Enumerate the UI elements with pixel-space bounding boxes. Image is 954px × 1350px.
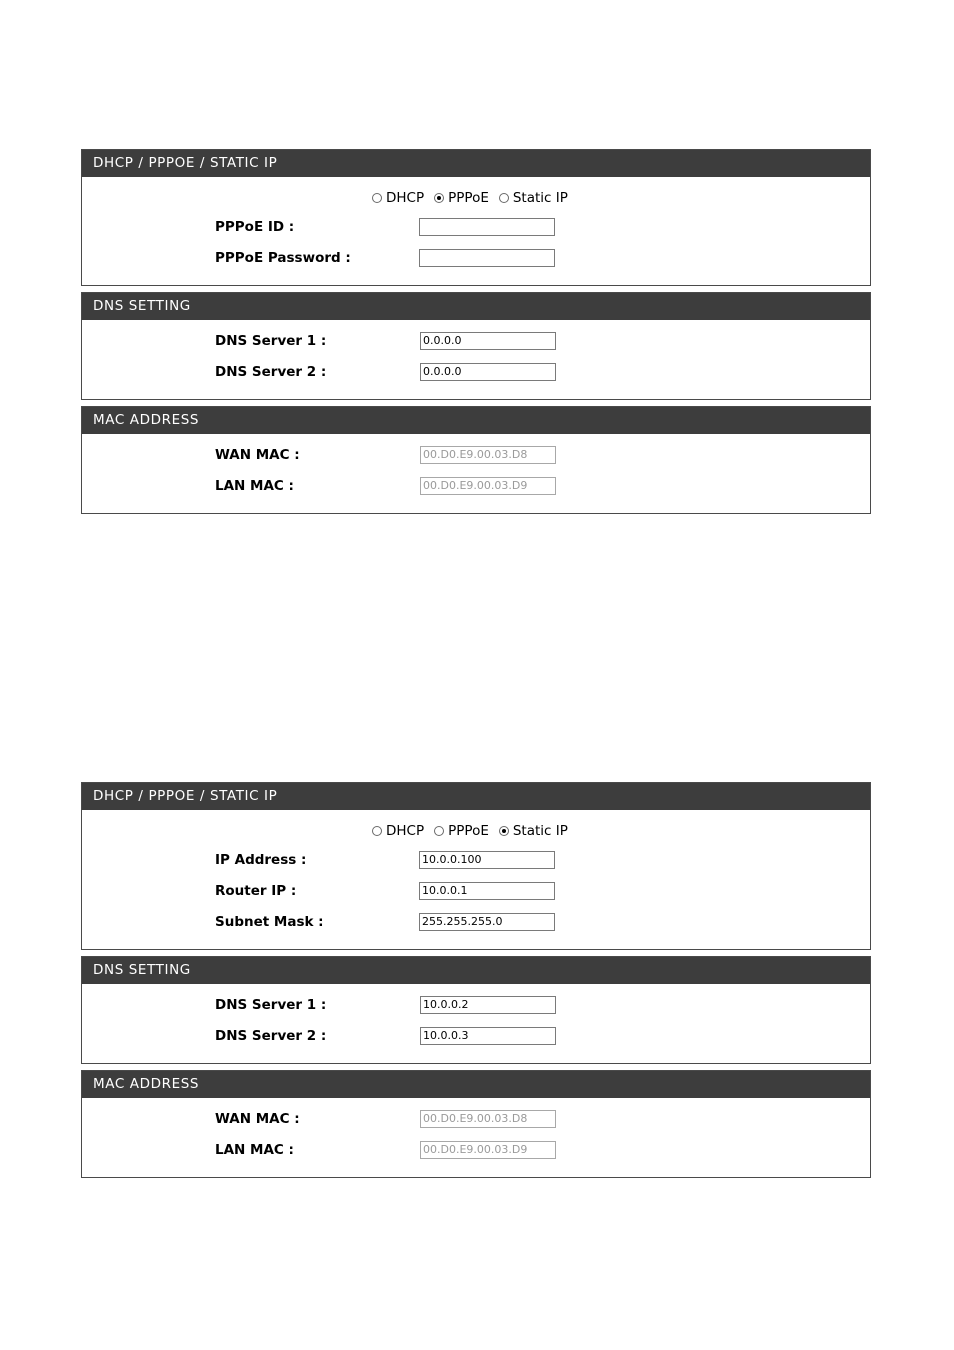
- connection-type-radio-group: [372, 189, 578, 207]
- radio-option-dhcp[interactable]: [372, 823, 424, 839]
- dns-server-2-input[interactable]: 0.0.0.0: [420, 363, 556, 381]
- radio-dhcp[interactable]: [372, 826, 382, 836]
- form-row-pppoe-id: [82, 218, 870, 238]
- form-row-subnet-mask: [82, 913, 870, 933]
- radio-pppoe[interactable]: [434, 826, 444, 836]
- form-row-dns-server-1: [82, 332, 870, 352]
- router-ip-label: Router IP :: [215, 883, 297, 899]
- dns-setting-panel: [81, 292, 871, 400]
- form-row-dns-server-2: [82, 1027, 870, 1047]
- wan-mac-label: WAN MAC :: [215, 447, 300, 463]
- connection-type-panel: [81, 782, 871, 950]
- dns-server-1-input[interactable]: 0.0.0.0: [420, 332, 556, 350]
- panel-title: DHCP / PPPOE / STATIC IP: [82, 150, 870, 177]
- radio-static-ip[interactable]: [499, 193, 509, 203]
- pppoe-id-input[interactable]: [419, 218, 555, 236]
- radio-dhcp[interactable]: [372, 193, 382, 203]
- ip-address-input[interactable]: 10.0.0.100: [419, 851, 555, 869]
- panel-title: DNS SETTING: [82, 293, 870, 320]
- connection-type-panel: [81, 149, 871, 286]
- dns-server-1-label: DNS Server 1 :: [215, 997, 327, 1013]
- router-ip-input[interactable]: 10.0.0.1: [419, 882, 555, 900]
- dns-server-1-input[interactable]: 10.0.0.2: [420, 996, 556, 1014]
- dns-server-2-label: DNS Server 2 :: [215, 364, 327, 380]
- form-row-dns-server-2: [82, 363, 870, 383]
- wan-mac-label: WAN MAC :: [215, 1111, 300, 1127]
- lan-mac-label: LAN MAC :: [215, 1142, 294, 1158]
- form-row-lan-mac: [82, 477, 870, 497]
- radio-label: Static IP: [512, 823, 568, 839]
- dns-server-2-input[interactable]: 10.0.0.3: [420, 1027, 556, 1045]
- connection-type-radio-group: [372, 822, 578, 840]
- radio-option-dhcp[interactable]: [372, 190, 424, 206]
- radio-pppoe[interactable]: [434, 193, 444, 203]
- radio-option-static-ip[interactable]: [499, 823, 568, 839]
- radio-option-static-ip[interactable]: [499, 190, 568, 206]
- form-row-wan-mac: [82, 446, 870, 466]
- pppoe-password-input[interactable]: [419, 249, 555, 267]
- dns-server-2-label: DNS Server 2 :: [215, 1028, 327, 1044]
- form-row-router-ip: [82, 882, 870, 902]
- wan-mac-input: 00.D0.E9.00.03.D8: [420, 1110, 556, 1128]
- dns-setting-panel: [81, 956, 871, 1064]
- radio-label: DHCP: [386, 823, 425, 839]
- subnet-mask-input[interactable]: 255.255.255.0: [419, 913, 555, 931]
- subnet-mask-label: Subnet Mask :: [215, 914, 324, 930]
- lan-mac-input: 00.D0.E9.00.03.D9: [420, 477, 556, 495]
- form-row-pppoe-password: [82, 249, 870, 269]
- lan-mac-input: 00.D0.E9.00.03.D9: [420, 1141, 556, 1159]
- form-row-wan-mac: [82, 1110, 870, 1130]
- lan-mac-label: LAN MAC :: [215, 478, 294, 494]
- panel-title: MAC ADDRESS: [82, 407, 870, 434]
- pppoe-id-label: PPPoE ID :: [215, 219, 295, 235]
- dns-server-1-label: DNS Server 1 :: [215, 333, 327, 349]
- radio-label: PPPoE: [448, 190, 489, 206]
- radio-label: PPPoE: [448, 823, 489, 839]
- radio-label: DHCP: [386, 190, 425, 206]
- mac-address-panel: [81, 1070, 871, 1178]
- pppoe-password-label: PPPoE Password :: [215, 250, 351, 266]
- radio-option-pppoe[interactable]: [434, 823, 489, 839]
- wan-mac-input: 00.D0.E9.00.03.D8: [420, 446, 556, 464]
- panel-title: DHCP / PPPOE / STATIC IP: [82, 783, 870, 810]
- form-row-ip-address: [82, 851, 870, 871]
- mac-address-panel: [81, 406, 871, 514]
- radio-option-pppoe[interactable]: [434, 190, 489, 206]
- ip-address-label: IP Address :: [215, 852, 307, 868]
- radio-static-ip[interactable]: [499, 826, 509, 836]
- panel-title: DNS SETTING: [82, 957, 870, 984]
- form-row-dns-server-1: [82, 996, 870, 1016]
- form-row-lan-mac: [82, 1141, 870, 1161]
- panel-title: MAC ADDRESS: [82, 1071, 870, 1098]
- radio-label: Static IP: [512, 190, 568, 206]
